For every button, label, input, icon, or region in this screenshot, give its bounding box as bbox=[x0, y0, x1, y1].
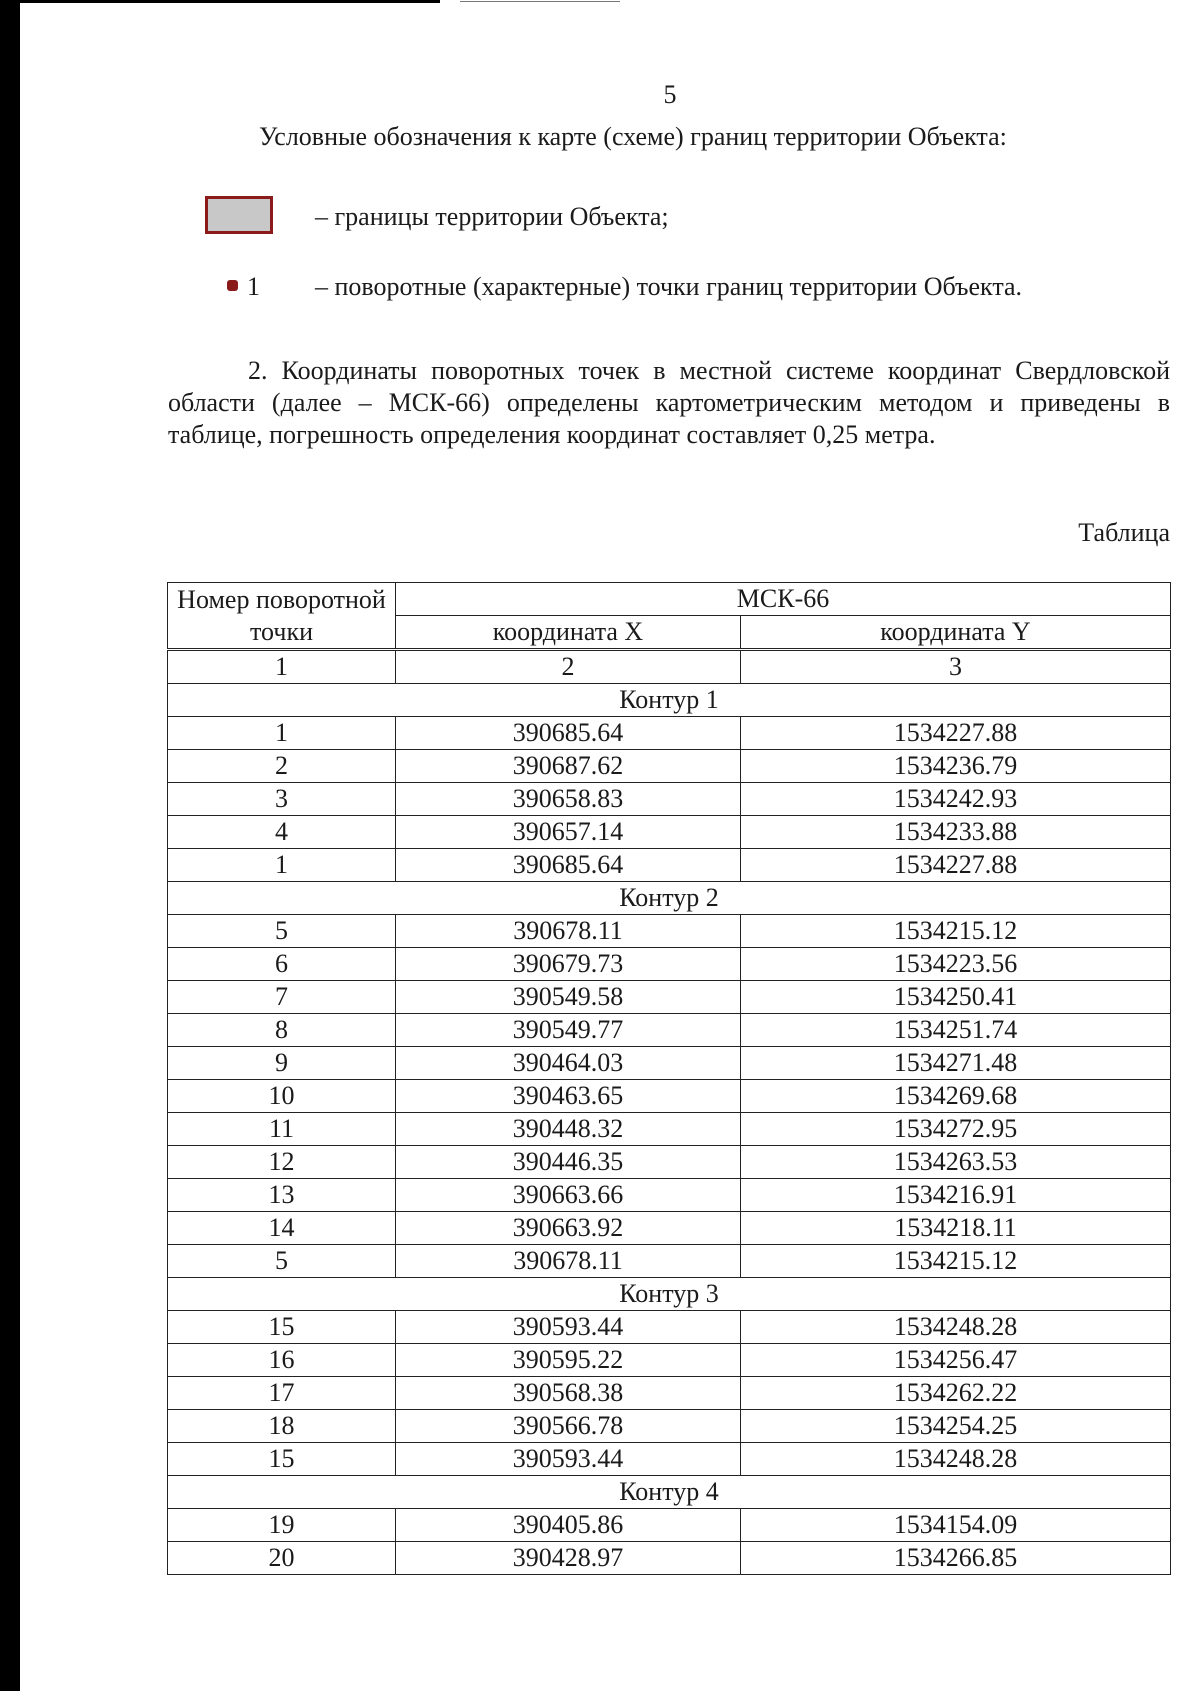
coordinate-x-cell: 390549.77 bbox=[396, 1014, 741, 1047]
coordinate-x-cell: 390657.14 bbox=[396, 816, 741, 849]
point-number-cell: 17 bbox=[168, 1377, 396, 1410]
table-row bbox=[168, 717, 1171, 750]
point-number-cell: 6 bbox=[168, 948, 396, 981]
point-number-cell: 8 bbox=[168, 1014, 396, 1047]
coordinate-x-cell: 390595.22 bbox=[396, 1344, 741, 1377]
contour-title: Контур 3 bbox=[168, 1278, 1171, 1311]
coordinate-x-cell: 390593.44 bbox=[396, 1443, 741, 1476]
point-marker-icon bbox=[227, 280, 238, 291]
point-number-cell: 3 bbox=[168, 783, 396, 816]
table-row bbox=[168, 1245, 1171, 1278]
table-caption: Таблица bbox=[1078, 518, 1170, 547]
point-number-cell: 18 bbox=[168, 1410, 396, 1443]
coordinate-y-cell: 1534233.88 bbox=[741, 816, 1171, 849]
contour-title: Контур 1 bbox=[168, 684, 1171, 717]
contour-title-row bbox=[168, 882, 1171, 915]
coordinate-y-cell: 1534227.88 bbox=[741, 849, 1171, 882]
point-number-cell: 5 bbox=[168, 915, 396, 948]
coordinate-y-cell: 1534272.95 bbox=[741, 1113, 1171, 1146]
point-number-cell: 14 bbox=[168, 1212, 396, 1245]
coordinate-y-cell: 1534218.11 bbox=[741, 1212, 1171, 1245]
coordinate-x-cell: 390549.58 bbox=[396, 981, 741, 1014]
coordinate-x-cell: 390685.64 bbox=[396, 717, 741, 750]
coordinate-x-cell: 390568.38 bbox=[396, 1377, 741, 1410]
point-number-cell: 11 bbox=[168, 1113, 396, 1146]
coordinates-table bbox=[167, 582, 1171, 1575]
point-number-cell: 19 bbox=[168, 1509, 396, 1542]
point-number-cell: 12 bbox=[168, 1146, 396, 1179]
table-row bbox=[168, 1080, 1171, 1113]
point-number-cell: 15 bbox=[168, 1311, 396, 1344]
coordinate-y-cell: 1534248.28 bbox=[741, 1443, 1171, 1476]
table-row bbox=[168, 1509, 1171, 1542]
point-number-cell: 16 bbox=[168, 1344, 396, 1377]
coordinate-x-cell: 390678.11 bbox=[396, 915, 741, 948]
coordinate-y-cell: 1534223.56 bbox=[741, 948, 1171, 981]
table-row bbox=[168, 750, 1171, 783]
coordinate-x-cell: 390663.92 bbox=[396, 1212, 741, 1245]
header-coordinate-x: координата X bbox=[396, 616, 741, 650]
table-row bbox=[168, 849, 1171, 882]
header-coordinate-system: МСК-66 bbox=[396, 583, 1171, 616]
point-number-cell: 7 bbox=[168, 981, 396, 1014]
table-row bbox=[168, 1410, 1171, 1443]
coordinate-y-cell: 1534242.93 bbox=[741, 783, 1171, 816]
coordinate-x-cell: 390658.83 bbox=[396, 783, 741, 816]
coordinate-x-cell: 390428.97 bbox=[396, 1542, 741, 1575]
coordinate-y-cell: 1534216.91 bbox=[741, 1179, 1171, 1212]
page-number: 5 bbox=[663, 80, 677, 109]
coordinate-x-cell: 390446.35 bbox=[396, 1146, 741, 1179]
coordinate-x-cell: 390464.03 bbox=[396, 1047, 741, 1080]
coordinate-y-cell: 1534250.41 bbox=[741, 981, 1171, 1014]
legend-title: Условные обозначения к карте (схеме) границ территории Объекта: bbox=[259, 122, 1007, 151]
coordinate-y-cell: 1534248.28 bbox=[741, 1311, 1171, 1344]
coordinate-x-cell: 390593.44 bbox=[396, 1311, 741, 1344]
coordinate-y-cell: 1534251.74 bbox=[741, 1014, 1171, 1047]
coordinate-x-cell: 390463.65 bbox=[396, 1080, 741, 1113]
legend-item-text: – поворотные (характерные) точки границ территории Объекта. bbox=[315, 272, 1023, 301]
point-number-cell: 1 bbox=[168, 717, 396, 750]
contour-title: Контур 2 bbox=[168, 882, 1171, 915]
point-number-cell: 13 bbox=[168, 1179, 396, 1212]
contour-title-row bbox=[168, 1278, 1171, 1311]
header-coordinate-y: координата Y bbox=[741, 616, 1171, 650]
coordinate-x-cell: 390566.78 bbox=[396, 1410, 741, 1443]
coordinate-y-cell: 1534263.53 bbox=[741, 1146, 1171, 1179]
point-number-cell: 10 bbox=[168, 1080, 396, 1113]
coordinate-x-cell: 390678.11 bbox=[396, 1245, 741, 1278]
boundary-swatch-icon bbox=[205, 196, 273, 234]
table-row bbox=[168, 915, 1171, 948]
coordinate-x-cell: 390679.73 bbox=[396, 948, 741, 981]
coordinate-x-cell: 390685.64 bbox=[396, 849, 741, 882]
scan-edge-left bbox=[0, 0, 20, 1691]
table-row bbox=[168, 816, 1171, 849]
table-row bbox=[168, 1212, 1171, 1245]
table-row bbox=[168, 1344, 1171, 1377]
table-row bbox=[168, 1311, 1171, 1344]
coordinate-y-cell: 1534271.48 bbox=[741, 1047, 1171, 1080]
legend-item-text: – границы территории Объекта; bbox=[315, 202, 669, 231]
table-column-numbers-row bbox=[168, 650, 1171, 684]
point-number-cell: 2 bbox=[168, 750, 396, 783]
contour-title: Контур 4 bbox=[168, 1476, 1171, 1509]
contour-title-row bbox=[168, 1476, 1171, 1509]
column-number: 1 bbox=[168, 650, 396, 684]
coordinates-paragraph bbox=[168, 355, 1170, 451]
table-row bbox=[168, 948, 1171, 981]
coordinate-y-cell: 1534215.12 bbox=[741, 915, 1171, 948]
point-number-cell: 5 bbox=[168, 1245, 396, 1278]
coordinate-x-cell: 390663.66 bbox=[396, 1179, 741, 1212]
scan-edge-top-faint bbox=[460, 1, 620, 2]
table-row bbox=[168, 1542, 1171, 1575]
point-number-cell: 9 bbox=[168, 1047, 396, 1080]
table-row bbox=[168, 783, 1171, 816]
coordinate-y-cell: 1534262.22 bbox=[741, 1377, 1171, 1410]
table-row bbox=[168, 1014, 1171, 1047]
table-row bbox=[168, 1443, 1171, 1476]
point-number-cell: 4 bbox=[168, 816, 396, 849]
coordinate-y-cell: 1534154.09 bbox=[741, 1509, 1171, 1542]
point-number-cell: 15 bbox=[168, 1443, 396, 1476]
paragraph-text: 2. Координаты поворотных точек в местной системе координат Свердловской области (далее – МСК-66) определены картометрическим методом и приведены в таблице, погрешность определения координат составляет 0,25 метра. bbox=[168, 356, 1170, 449]
table-row bbox=[168, 1047, 1171, 1080]
scan-edge-top bbox=[0, 0, 440, 3]
coordinate-y-cell: 1534266.85 bbox=[741, 1542, 1171, 1575]
coordinate-y-cell: 1534215.12 bbox=[741, 1245, 1171, 1278]
coordinate-y-cell: 1534256.47 bbox=[741, 1344, 1171, 1377]
legend-point-number: 1 bbox=[247, 272, 260, 301]
coordinate-x-cell: 390448.32 bbox=[396, 1113, 741, 1146]
point-number-cell: 1 bbox=[168, 849, 396, 882]
coordinate-x-cell: 390687.62 bbox=[396, 750, 741, 783]
contour-title-row bbox=[168, 684, 1171, 717]
coordinate-x-cell: 390405.86 bbox=[396, 1509, 741, 1542]
point-number-cell: 20 bbox=[168, 1542, 396, 1575]
table-header-row bbox=[168, 583, 1171, 616]
coordinate-y-cell: 1534254.25 bbox=[741, 1410, 1171, 1443]
coordinate-y-cell: 1534236.79 bbox=[741, 750, 1171, 783]
header-point-number: Номер поворотной точки bbox=[168, 583, 396, 650]
table-row bbox=[168, 1179, 1171, 1212]
coordinate-y-cell: 1534227.88 bbox=[741, 717, 1171, 750]
table-row bbox=[168, 1377, 1171, 1410]
table-row bbox=[168, 1146, 1171, 1179]
coordinate-y-cell: 1534269.68 bbox=[741, 1080, 1171, 1113]
column-number: 3 bbox=[741, 650, 1171, 684]
column-number: 2 bbox=[396, 650, 741, 684]
table-row bbox=[168, 981, 1171, 1014]
table-row bbox=[168, 1113, 1171, 1146]
